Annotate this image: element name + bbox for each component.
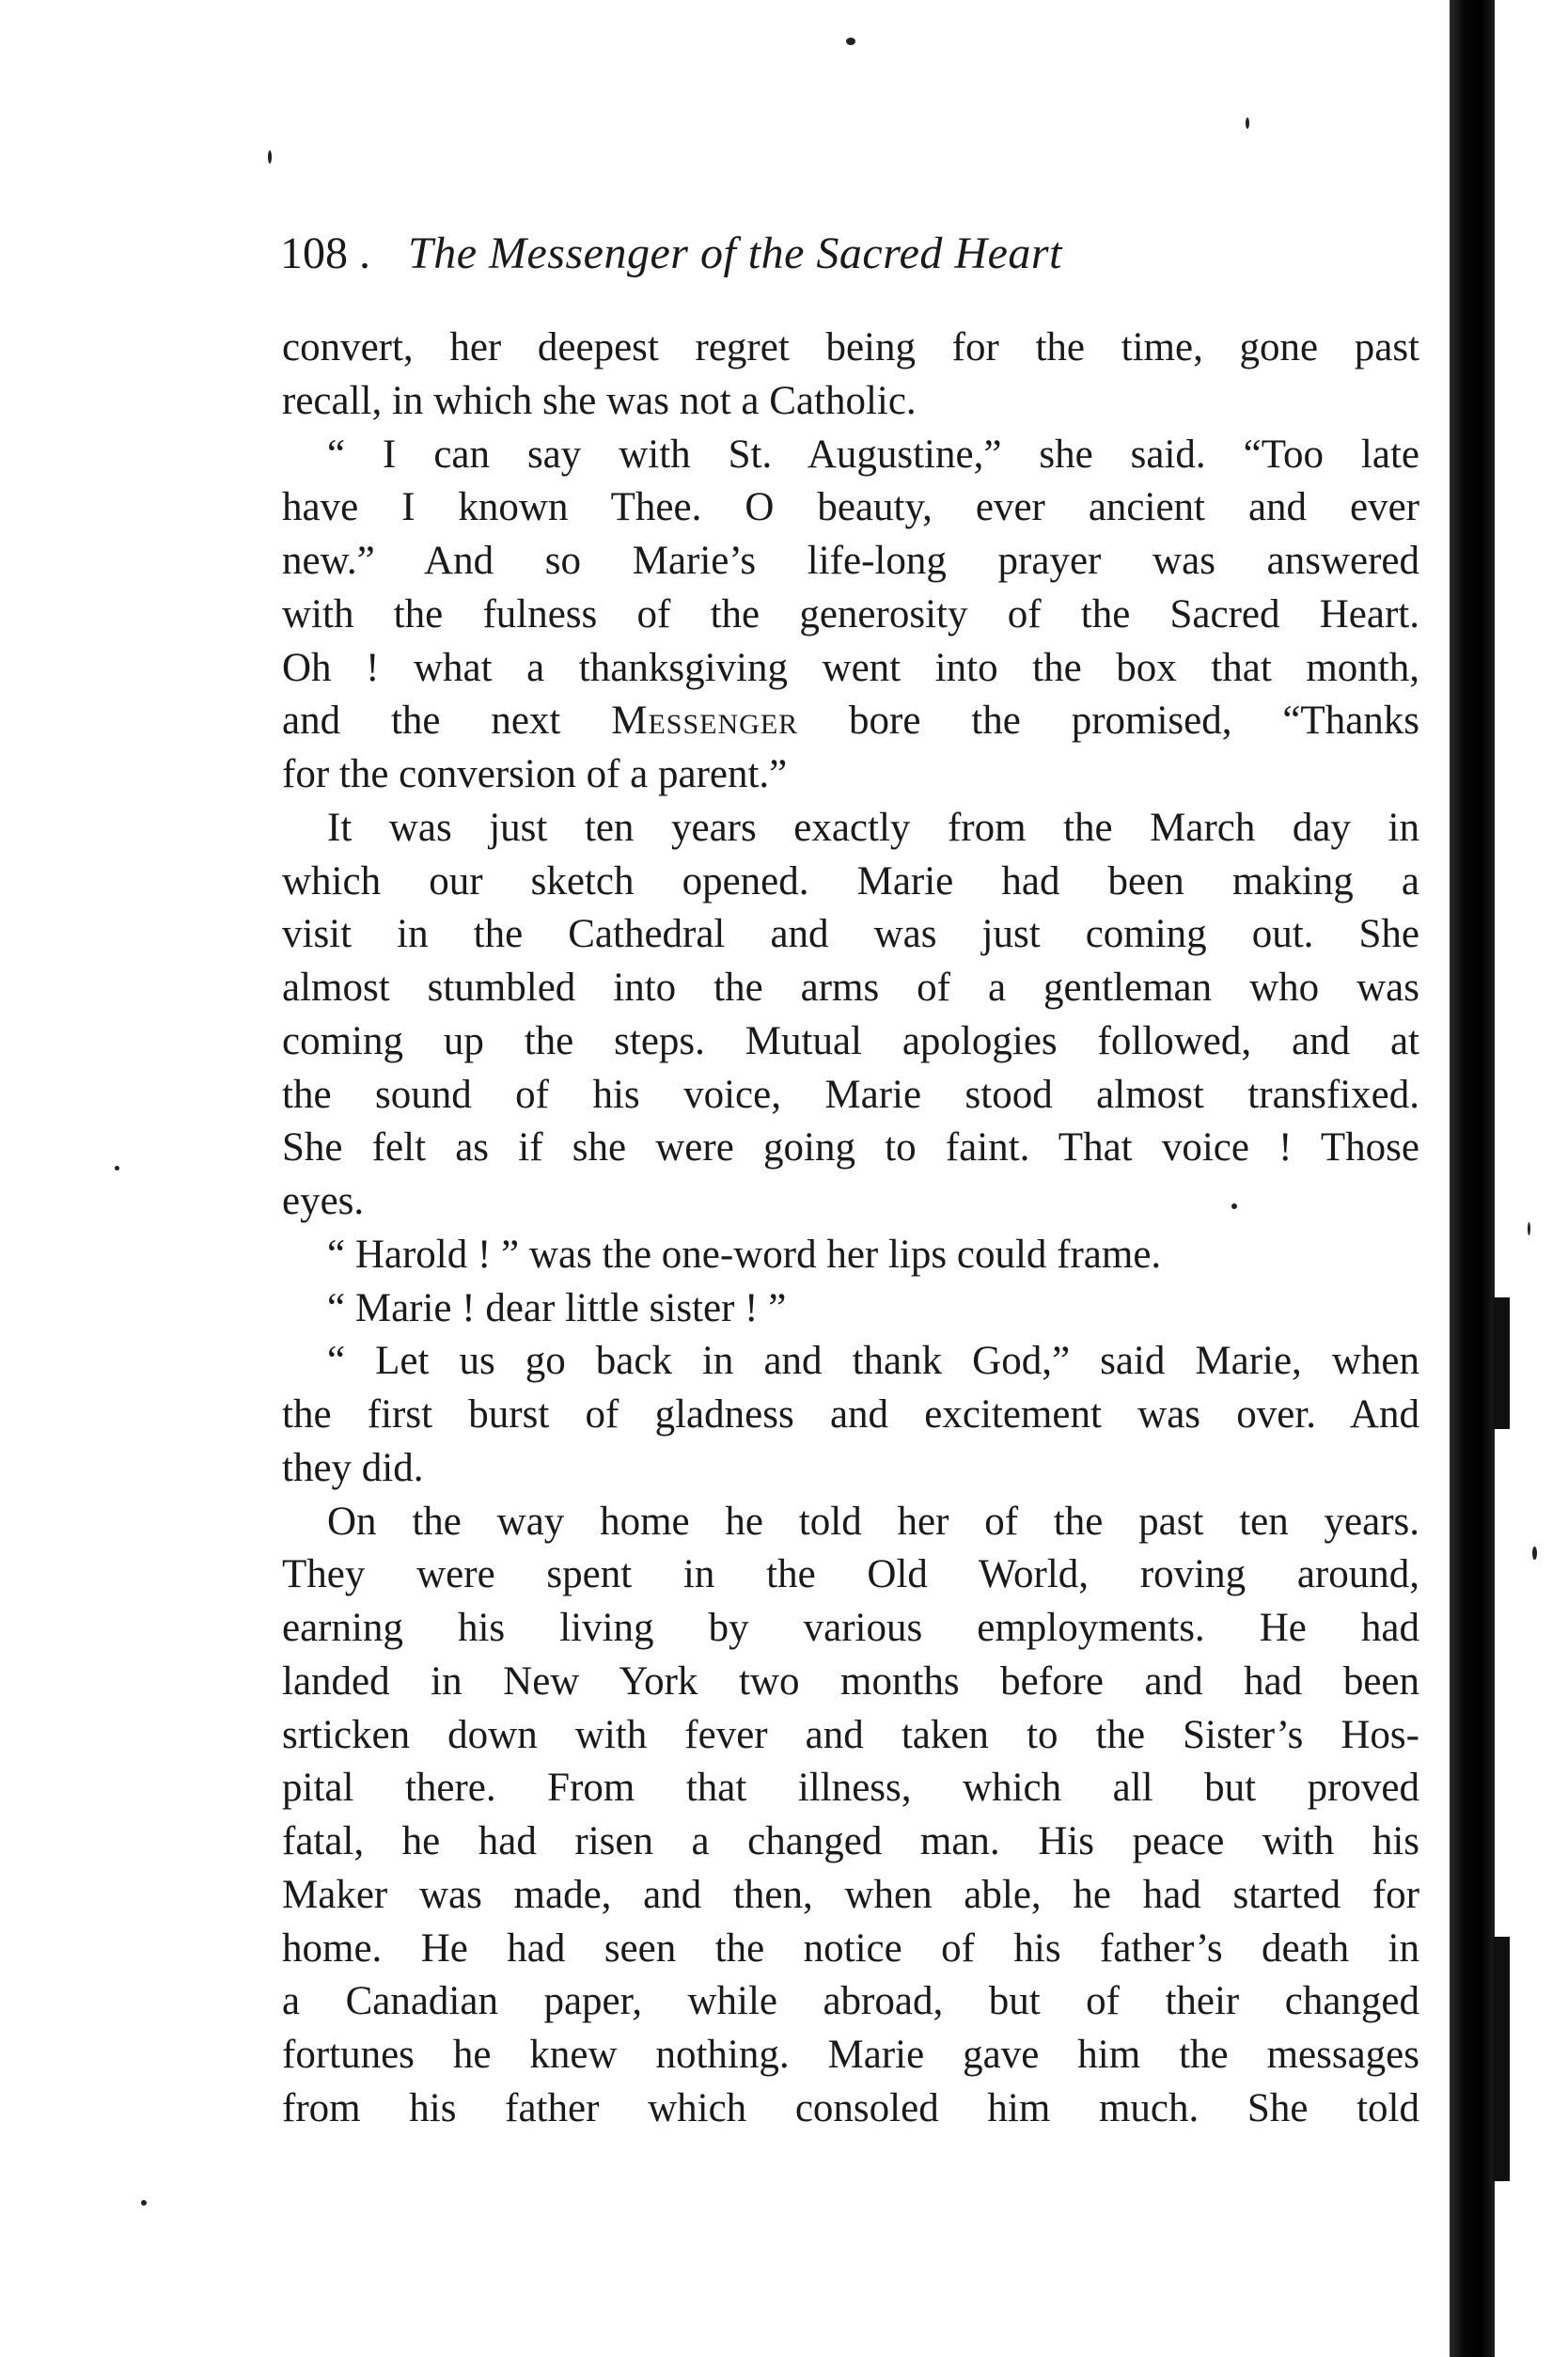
text-fragment: bore the promised, “Thanks [798, 699, 1420, 744]
smallcaps-title: Messenger [611, 699, 799, 744]
text-line: eyes. [282, 1179, 365, 1223]
text-line: It was just ten years exactly from the March day in [327, 805, 1419, 850]
text-line: Maker was made, and then, when able, he had started for [282, 1872, 1419, 1917]
scan-speck [1246, 118, 1249, 129]
text-line: earning his living by various employments. He had [282, 1606, 1419, 1650]
scan-speck [1528, 1222, 1530, 1235]
scan-speck [1532, 1547, 1537, 1560]
text-line: “ Marie ! dear little sister ! ” [327, 1285, 787, 1330]
text-line-messenger [282, 695, 1419, 748]
text-line: they did. [282, 1445, 424, 1490]
running-title: The Messenger of the Sacred Heart [408, 228, 1062, 278]
binding-edge [1450, 0, 1495, 2357]
text-line: “ Let us go back in and thank God,” said Marie, when [327, 1339, 1419, 1384]
page-header [280, 216, 1277, 291]
text-line: fatal, he had risen a changed man. His peace with his [282, 1819, 1419, 1863]
text-line: new.” And so Marie’s life-long prayer was answered [282, 539, 1419, 583]
text-line: She felt as if she were going to faint. That voice ! Those [282, 1125, 1419, 1171]
text-line: the sound of his voice, Marie stood almost transfixed. [282, 1072, 1419, 1117]
text-line: srticken down with fever and taken to the Sister’s Hos- [282, 1712, 1419, 1757]
text-line: They were spent in the Old World, roving around, [282, 1552, 1419, 1597]
body-text [282, 322, 1419, 2136]
text-line: “ Harold ! ” was the one-word her lips could frame. [327, 1232, 1162, 1277]
scan-speck [268, 150, 272, 164]
text-line: On the way home he told her of the past ten years. [327, 1499, 1419, 1544]
page-number: 108 . [280, 228, 370, 278]
scan-speck [115, 1166, 119, 1171]
text-fragment: and the next [282, 699, 612, 744]
text-line: landed in New York two months before and had been [282, 1658, 1419, 1704]
text-line: with the fulness of the generosity of the Sacred Heart. [282, 591, 1419, 636]
text-line: fortunes he knew nothing. Marie gave him the messages [282, 2033, 1419, 2077]
text-line: coming up the steps. Mutual apologies followed, and at [282, 1018, 1419, 1063]
text-line: almost stumbled into the arms of a gentleman who was [282, 966, 1419, 1010]
text-line: visit in the Cathedral and was just coming out. She [282, 912, 1419, 957]
text-line: have I known Thee. O beauty, ever ancient and ever [282, 485, 1419, 530]
binding-shadow [1493, 1937, 1510, 2181]
text-line: a Canadian paper, while abroad, but of their changed [282, 1979, 1419, 2024]
text-line: pital there. From that illness, which all but proved [282, 1766, 1419, 1811]
text-line: “ I can say with St. Augustine,” she said. “Too late [327, 432, 1419, 477]
text-line: home. He had seen the notice of his father’s death in [282, 1925, 1419, 1971]
scan-speck [141, 2200, 147, 2206]
binding-shadow [1493, 1297, 1510, 1429]
text-line: Oh ! what a thanksgiving went into the box that month, [282, 645, 1419, 690]
scan-speck [846, 38, 855, 45]
text-line: which our sketch opened. Marie had been making a [282, 858, 1419, 904]
text-line: the first burst of gladness and excitement was over. And [282, 1392, 1419, 1437]
scan-speck [1231, 1203, 1237, 1209]
text-line: for the conversion of a parent.” [282, 752, 788, 796]
text-line: recall, in which she was not a Catholic. [282, 378, 917, 423]
text-line: from his father which consoled him much. She told [282, 2085, 1419, 2130]
text-line: convert, her deepest regret being for the time, gone past [282, 325, 1419, 369]
